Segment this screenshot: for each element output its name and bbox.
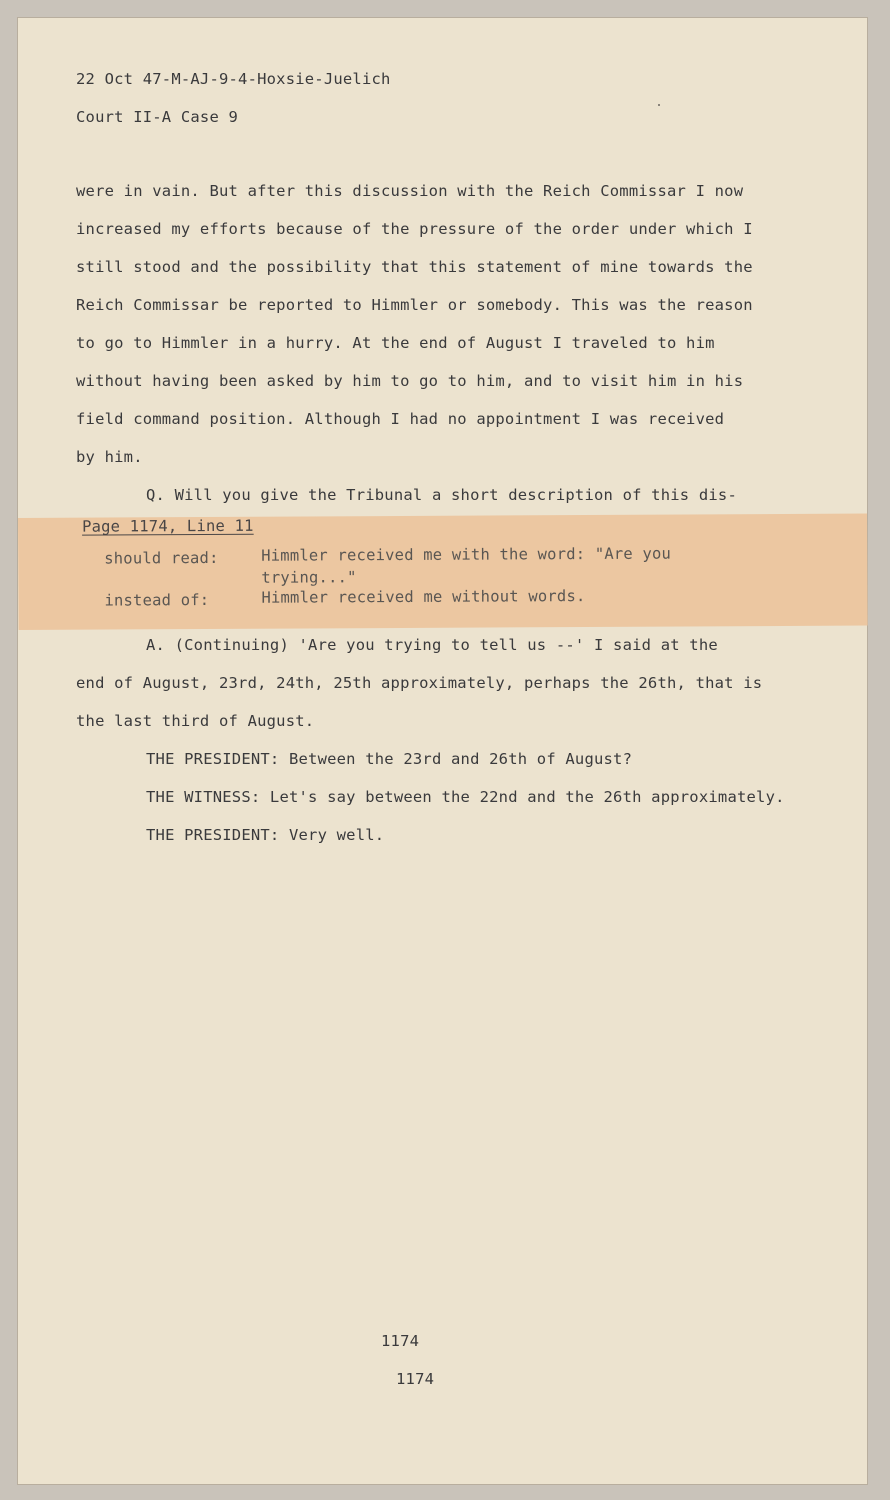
instead-of-label: instead of:	[104, 590, 210, 610]
should-read-text-continued: trying..."	[261, 568, 357, 587]
court-case-label: Court II-A Case 9	[76, 108, 239, 126]
body-line: by him.	[76, 448, 143, 466]
president-line: THE PRESIDENT: Very well.	[146, 826, 385, 844]
document-page	[18, 18, 867, 1484]
page-number-stamped: 1174	[381, 1332, 420, 1350]
errata-slip	[18, 514, 868, 630]
document-reference: 22 Oct 47-M-AJ-9-4-Hoxsie-Juelich	[76, 70, 391, 88]
president-line: THE PRESIDENT: Between the 23rd and 26th of August?	[146, 750, 633, 768]
instead-of-text: Himmler received me without words.	[261, 587, 586, 607]
body-line: without having been asked by him to go to him, and to visit him in his	[76, 372, 744, 390]
body-line: were in vain. But after this discussion with the Reich Commissar I now	[76, 182, 744, 200]
answer-line: end of August, 23rd, 24th, 25th approximately, perhaps the 26th, that is	[76, 674, 763, 692]
ink-speck	[658, 104, 660, 106]
answer-line: the last third of August.	[76, 712, 315, 730]
body-line: field command position. Although I had no appointment I was received	[76, 410, 725, 428]
should-read-label: should read:	[104, 548, 219, 568]
page-number-typed: 1174	[396, 1370, 435, 1388]
errata-reference: Page 1174, Line 11	[81, 516, 254, 536]
answer-line: A. (Continuing) 'Are you trying to tell us --' I said at the	[146, 636, 718, 654]
witness-line: THE WITNESS: Let's say between the 22nd and the 26th approximately.	[146, 788, 785, 806]
body-line: to go to Himmler in a hurry. At the end of August I traveled to him	[76, 334, 715, 352]
body-line: still stood and the possibility that this statement of mine towards the	[76, 258, 753, 276]
body-line: Reich Commissar be reported to Himmler or somebody. This was the reason	[76, 296, 753, 314]
question-line: Q. Will you give the Tribunal a short description of this dis-	[146, 486, 737, 504]
should-read-text: Himmler received me with the word: "Are you	[261, 544, 672, 565]
body-line: increased my efforts because of the pressure of the order under which I	[76, 220, 753, 238]
